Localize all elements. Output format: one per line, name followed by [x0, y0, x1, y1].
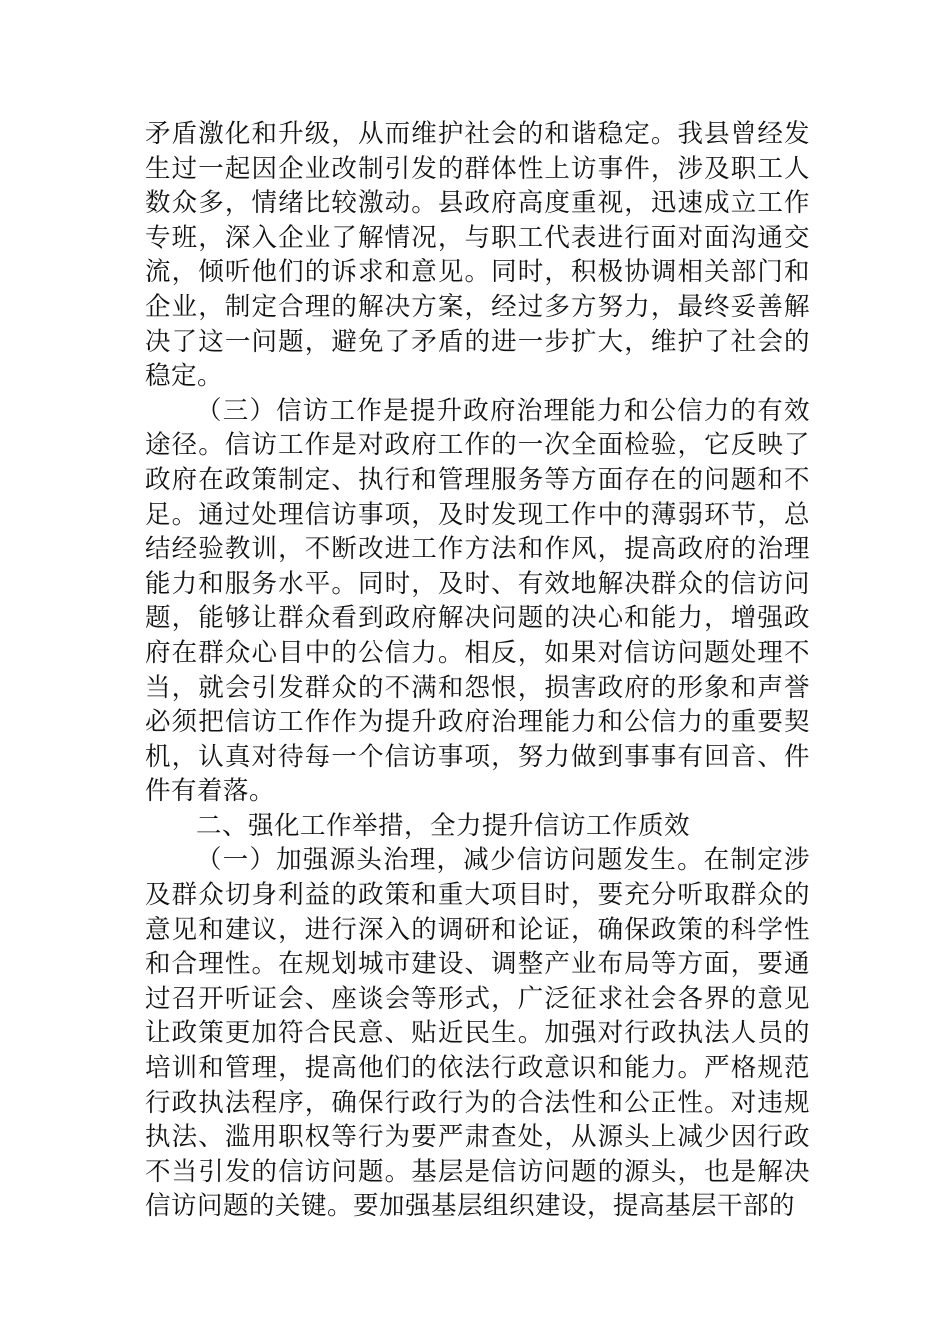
paragraph-section-three: （三）信访工作是提升政府治理能力和公信力的有效途径。信访工作是对政府工作的一次全面检验，它反映了政府在政策制定、执行和管理服务等方面存在的问题和不足。通过处理信访事项，及时发现工作中的薄弱环节，总结经验教训，不断改进工作方法和作风，提高政府的治理能力和服务水平。同时，及时、有效地解决群众的信访问题，能够让群众看到政府解决问题的决心和能力，增强政府在群众心目中的公信力。相反，如果对信访问题处理不当，就会引发群众的不满和怨恨，损害政府的形象和声誉必须把信访工作作为提升政府治理能力和公信力的重要契机，认真对待每一个信访事项，努力做到事事有回音、件件有着落。 — [145, 395, 810, 807]
paragraph-subsection-one: （一）加强源头治理，减少信访问题发生。在制定涉及群众切身利益的政策和重大项目时，要充分听取群众的意见和建议，进行深入的调研和论证，确保政策的科学性和合理性。在规划城市建设、调整产业布局等方面，要通过召开听证会、座谈会等形式，广泛征求社会各界的意见让政策更加符合民意、贴近民生。加强对行政执法人员的培训和管理，提高他们的依法行政意识和能力。严格规范行政执法程序，确保行政行为的合法性和公正性。对违规执法、滥用职权等行为要严肃查处，从源头上减少因行政不当引发的信访问题。基层是信访问题的源头，也是解决信访问题的关键。要加强基层组织建设，提高基层干部的 — [145, 845, 810, 1222]
section-heading-two: 二、强化工作举措，全力提升信访工作质效 — [196, 810, 691, 841]
paragraph-continuation: 矛盾激化和升级，从而维护社会的和谐稳定。我县曾经发生过一起因企业改制引发的群体性上访事件，涉及职工人数众多，情绪比较激动。县政府高度重视，迅速成立工作专班，深入企业了解情况，与职工代表进行面对面沟通交流，倾听他们的诉求和意见。同时，积极协调相关部门和企业，制定合理的解决方案，经过多方努力，最终妥善解决了这一问题，避免了矛盾的进一步扩大，维护了社会的稳定。 — [145, 119, 810, 392]
document-body — [145, 117, 810, 1224]
